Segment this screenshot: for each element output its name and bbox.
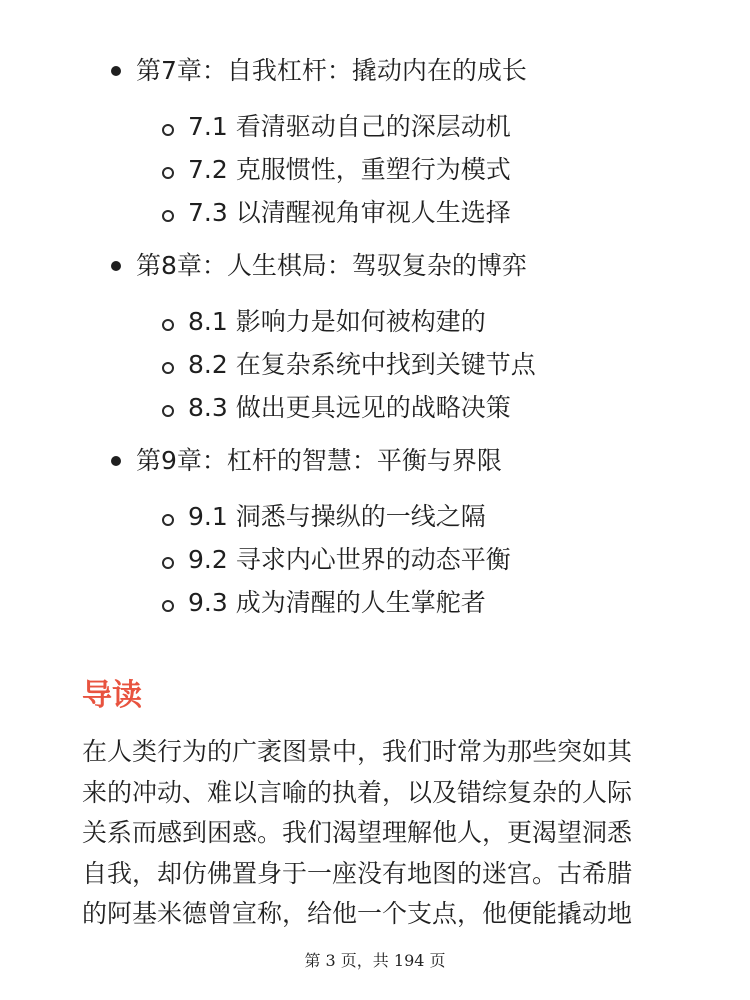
- bullet-icon: [111, 456, 121, 466]
- section-title: 7.3 以清醒视角审视人生选择: [188, 198, 511, 227]
- section-title: 9.3 成为清醒的人生掌舵者: [188, 588, 486, 617]
- chapter-block: [0, 243, 750, 432]
- paragraph-line: 来的冲动、难以言喻的执着，以及错综复杂的人际: [82, 777, 633, 807]
- bullet-icon: [111, 261, 121, 271]
- paragraph-line: 的阿基米德曾宣称，给他一个支点，他便能撬动地: [82, 899, 633, 928]
- bullet-icon: [111, 66, 121, 76]
- chapter-block: [0, 48, 750, 237]
- section-item: [0, 303, 750, 346]
- paragraph-line: 自我，却仿佛置身于一座没有地图的迷宫。古希腊: [82, 858, 633, 888]
- section-title: 8.1 影响力是如何被构建的: [188, 307, 486, 336]
- chapter-block: [0, 438, 750, 627]
- section-title: 7.1 看清驱动自己的深层动机: [188, 112, 511, 141]
- hollow-bullet-icon: [162, 210, 174, 222]
- hollow-bullet-icon: [162, 514, 174, 526]
- section-item: [0, 541, 750, 584]
- hollow-bullet-icon: [162, 600, 174, 612]
- section-title: 8.2 在复杂系统中找到关键节点: [188, 350, 536, 379]
- section-title: 7.2 克服惯性，重塑行为模式: [188, 155, 511, 184]
- section-item: [0, 346, 750, 389]
- hollow-bullet-icon: [162, 124, 174, 136]
- page-number: 第 3 页，共 194 页: [304, 951, 446, 970]
- section-item: [0, 389, 750, 432]
- section-item: [0, 498, 750, 541]
- hollow-bullet-icon: [162, 405, 174, 417]
- intro-paragraph: [82, 732, 682, 935]
- section-list: [0, 98, 750, 237]
- table-of-contents: [0, 48, 750, 627]
- section-title: 8.3 做出更具远见的战略决策: [188, 393, 511, 422]
- section-heading: 导读: [82, 678, 142, 713]
- chapter-title: 第7章：自我杠杆：撬动内在的成长: [136, 56, 527, 85]
- hollow-bullet-icon: [162, 167, 174, 179]
- chapter-item: [0, 243, 750, 293]
- chapter-item: [0, 48, 750, 98]
- chapter-title: 第8章：人生棋局：驾驭复杂的博弈: [136, 251, 527, 280]
- chapter-title: 第9章：杠杆的智慧：平衡与界限: [136, 446, 502, 475]
- hollow-bullet-icon: [162, 557, 174, 569]
- section-item: [0, 151, 750, 194]
- hollow-bullet-icon: [162, 362, 174, 374]
- section-item: [0, 108, 750, 151]
- section-list: [0, 488, 750, 627]
- section-title: 9.2 寻求内心世界的动态平衡: [188, 545, 511, 574]
- section-list: [0, 293, 750, 432]
- paragraph-line: 在人类行为的广袤图景中，我们时常为那些突如其: [82, 737, 633, 766]
- chapter-item: [0, 438, 750, 488]
- section-item: [0, 584, 750, 627]
- section-title: 9.1 洞悉与操纵的一线之隔: [188, 502, 486, 531]
- section-item: [0, 194, 750, 237]
- paragraph-line: 关系而感到困惑。我们渴望理解他人，更渴望洞悉: [82, 818, 633, 847]
- hollow-bullet-icon: [162, 319, 174, 331]
